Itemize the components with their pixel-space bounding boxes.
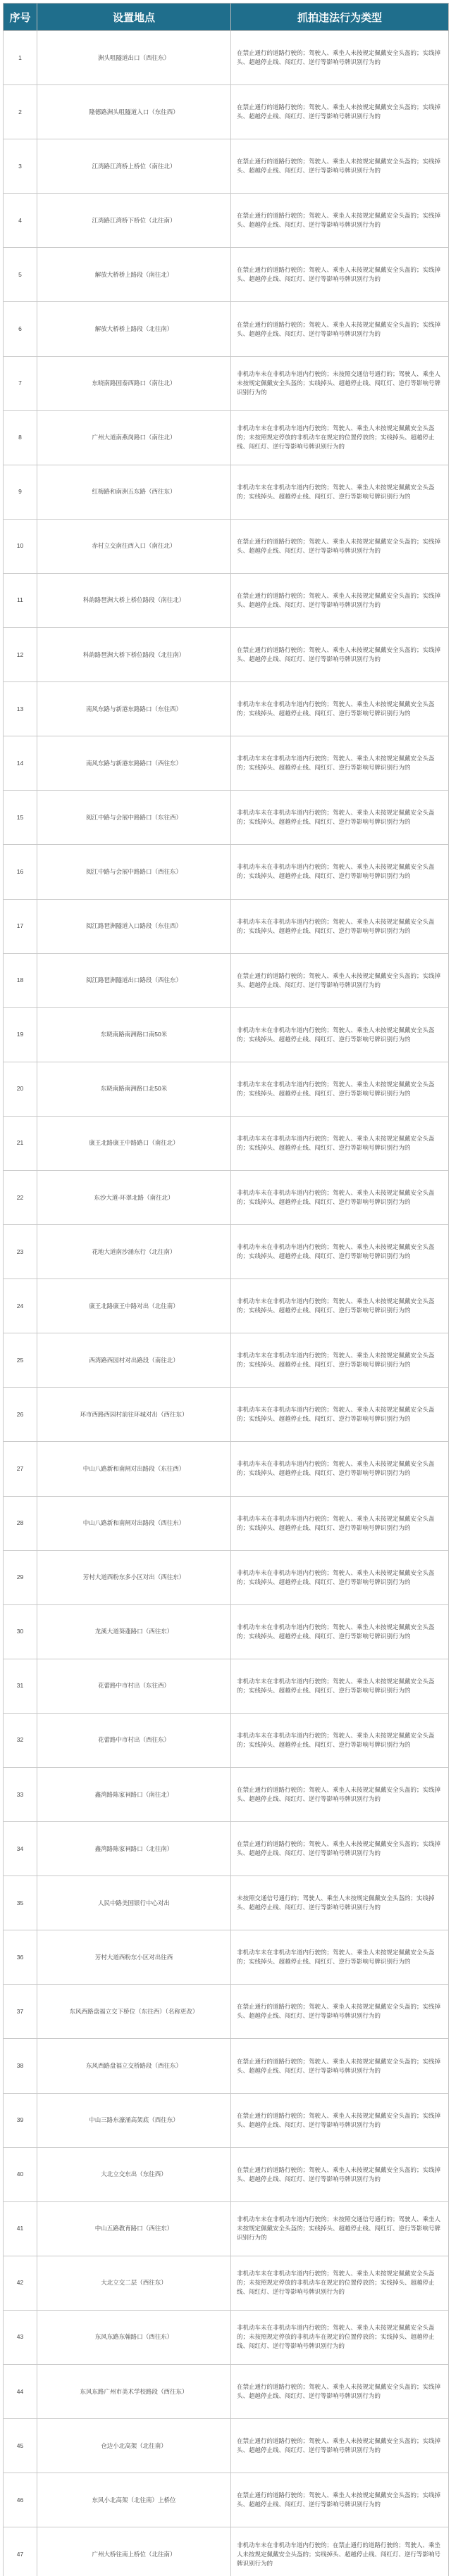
row-violation-type: 在禁止通行的道路行驶的；驾驶人、乘坐人未按规定佩戴安全头盔的；实线掉头、超越停止线、闯红灯、逆行等影响号牌识别行为的 bbox=[231, 573, 449, 627]
row-location: 东沙大道-环翠北路（南往北） bbox=[37, 1170, 231, 1224]
row-location: 阅江中路与会展中路路口（东往西） bbox=[37, 791, 231, 845]
row-location: 南风东路与新港东路路口（东往西） bbox=[37, 682, 231, 736]
table-row bbox=[4, 1876, 449, 1930]
row-violation-type: 非机动车未在非机动车道内行驶的；驾驶人、乘坐人未按规定佩戴安全头盔的；实线掉头、超越停止线、闯红灯、逆行等影响号牌识别行为的 bbox=[231, 465, 449, 519]
row-location: 东晓南路国泰西路口（南往北） bbox=[37, 356, 231, 410]
row-location: 江湾路江湾桥上桥位（南往北） bbox=[37, 139, 231, 194]
row-violation-type: 非机动车未在非机动车道内行驶的；驾驶人、乘坐人未按规定佩戴安全头盔的；实线掉头、超越停止线、闯红灯、逆行等影响号牌识别行为的 bbox=[231, 791, 449, 845]
row-number: 35 bbox=[4, 1876, 37, 1930]
row-violation-type: 非机动车未在非机动车道内行驶的；驾驶人、乘坐人未按规定佩戴安全头盔的；实线掉头、超越停止线、闯红灯、逆行等影响号牌识别行为的 bbox=[231, 1930, 449, 1985]
row-number: 46 bbox=[4, 2473, 37, 2527]
row-number: 1 bbox=[4, 31, 37, 85]
row-location: 环市西路西园村前往环城对出（西往东） bbox=[37, 1388, 231, 1442]
table-row bbox=[4, 845, 449, 899]
row-violation-type: 在禁止通行的道路行驶的；驾驶人、乘坐人未按规定佩戴安全头盔的；实线掉头、超越停止线、闯红灯、逆行等影响号牌识别行为的 bbox=[231, 2039, 449, 2093]
row-number: 44 bbox=[4, 2365, 37, 2419]
table-row bbox=[4, 2256, 449, 2310]
row-violation-type: 非机动车未在非机动车道内行驶的；驾驶人、乘坐人未按规定佩戴安全头盔的；未按照规定停放的非机动车在规定的位置停放的；实线掉头、超越停止线、闯红灯、逆行等影响号牌识别行为的 bbox=[231, 410, 449, 465]
table-row bbox=[4, 1930, 449, 1985]
row-number: 4 bbox=[4, 194, 37, 248]
row-violation-type: 非机动车未在非机动车道内行驶的；驾驶人、乘坐人未按规定佩戴安全头盔的；实线掉头、超越停止线、闯红灯、逆行等影响号牌识别行为的 bbox=[231, 899, 449, 953]
row-number: 39 bbox=[4, 2093, 37, 2147]
row-violation-type: 非机动车未在非机动车道内行驶的；驾驶人、乘坐人未按规定佩戴安全头盔的；实线掉头、超越停止线、闯红灯、逆行等影响号牌识别行为的 bbox=[231, 1007, 449, 1062]
row-violation-type: 非机动车未在非机动车道内行驶的；驾驶人、乘坐人未按规定佩戴安全头盔的；实线掉头、超越停止线、闯红灯、逆行等影响号牌识别行为的 bbox=[231, 1116, 449, 1170]
row-location: 中山八路新和南闸对出路段（东往西） bbox=[37, 1442, 231, 1496]
row-violation-type: 非机动车未在非机动车道内行驶的；驾驶人、乘坐人未按规定佩戴安全头盔的；实线掉头、超越停止线、闯红灯、逆行等影响号牌识别行为的 bbox=[231, 682, 449, 736]
row-violation-type: 在禁止通行的道路行驶的；驾驶人、乘坐人未按规定佩戴安全头盔的；实线掉头、超越停止线、闯红灯、逆行等影响号牌识别行为的 bbox=[231, 31, 449, 85]
row-violation-type: 非机动车未在非机动车道内行驶的；未按照交通信号通行的；驾驶人、乘坐人未按规定佩戴安全头盔的；实线掉头、超越停止线、闯红灯、逆行等影响号牌识别行为的 bbox=[231, 2201, 449, 2256]
row-location: 东风东路东翰路口（西往东） bbox=[37, 2310, 231, 2364]
row-number: 23 bbox=[4, 1225, 37, 1279]
row-location: 解放大桥桥上路段（南往北） bbox=[37, 248, 231, 302]
row-violation-type: 在禁止通行的道路行驶的；驾驶人、乘坐人未按规定佩戴安全头盔的；实线掉头、超越停止线、闯红灯、逆行等影响号牌识别行为的 bbox=[231, 2473, 449, 2527]
row-location: 东风东路广州市美术学校路段（西往东） bbox=[37, 2365, 231, 2419]
row-location: 西湾路西园村对出路段（南往北） bbox=[37, 1333, 231, 1388]
row-location: 解放大桥桥上路段（北往南） bbox=[37, 302, 231, 356]
row-number: 11 bbox=[4, 573, 37, 627]
row-location: 隆德路洲头咀隧道入口（东往西） bbox=[37, 85, 231, 139]
header-location: 设置地点 bbox=[37, 4, 231, 31]
table-row bbox=[4, 682, 449, 736]
row-violation-type: 在禁止通行的道路行驶的；驾驶人、乘坐人未按规定佩戴安全头盔的；实线掉头、超越停止线、闯红灯、逆行等影响号牌识别行为的 bbox=[231, 2147, 449, 2201]
table-row bbox=[4, 1333, 449, 1388]
table-row bbox=[4, 139, 449, 194]
table-header-row bbox=[4, 4, 449, 31]
header-no: 序号 bbox=[4, 4, 37, 31]
row-location: 东晓南路南洲路口南50米 bbox=[37, 1007, 231, 1062]
row-number: 19 bbox=[4, 1007, 37, 1062]
row-number: 36 bbox=[4, 1930, 37, 1985]
table-row bbox=[4, 31, 449, 85]
row-violation-type: 在禁止通行的道路行驶的；驾驶人、乘坐人未按规定佩戴安全头盔的；实线掉头、超越停止线、闯红灯、逆行等影响号牌识别行为的 bbox=[231, 85, 449, 139]
row-number: 21 bbox=[4, 1116, 37, 1170]
table-row bbox=[4, 1822, 449, 1876]
row-location: 阅江路琶洲隧道入口路段（东往西） bbox=[37, 899, 231, 953]
row-location: 广州大道南燕岗路口（南往北） bbox=[37, 410, 231, 465]
table-row bbox=[4, 248, 449, 302]
row-location: 芳村大道西粉东多小区对出（西往东） bbox=[37, 1550, 231, 1604]
row-number: 27 bbox=[4, 1442, 37, 1496]
row-number: 10 bbox=[4, 519, 37, 573]
table-row bbox=[4, 1713, 449, 1767]
row-violation-type: 在禁止通行的道路行驶的；驾驶人、乘坐人未按规定佩戴安全头盔的；实线掉头、超越停止线、闯红灯、逆行等影响号牌识别行为的 bbox=[231, 953, 449, 1007]
row-location: 大北立交二层（西往东） bbox=[37, 2256, 231, 2310]
row-number: 7 bbox=[4, 356, 37, 410]
table-row bbox=[4, 1225, 449, 1279]
table-row bbox=[4, 1116, 449, 1170]
row-number: 3 bbox=[4, 139, 37, 194]
table-row bbox=[4, 2201, 449, 2256]
row-violation-type: 非机动车未在非机动车道内行驶的；驾驶人、乘坐人未按规定佩戴安全头盔的；实线掉头、超越停止线、闯红灯、逆行等影响号牌识别行为的 bbox=[231, 845, 449, 899]
row-location: 洲头咀隧道出口（西往东） bbox=[37, 31, 231, 85]
table-row bbox=[4, 1496, 449, 1550]
row-location: 南风东路与新港东路路口（西往东） bbox=[37, 736, 231, 791]
row-location: 阅江路琶洲隧道出口路段（西往东） bbox=[37, 953, 231, 1007]
table-row bbox=[4, 465, 449, 519]
row-number: 33 bbox=[4, 1768, 37, 1822]
row-violation-type: 在禁止通行的道路行驶的；驾驶人、乘坐人未按规定佩戴安全头盔的；实线掉头、超越停止线、闯红灯、逆行等影响号牌识别行为的 bbox=[231, 302, 449, 356]
row-location: 东风小北高架（北往南）上桥位 bbox=[37, 2473, 231, 2527]
row-violation-type: 非机动车未在非机动车道内行驶的；驾驶人、乘坐人未按规定佩戴安全头盔的；未按照规定停放的非机动车在规定的位置停放的；实线掉头、超越停止线、闯红灯、逆行等影响号牌识别行为的 bbox=[231, 2310, 449, 2364]
row-location: 东风西路盘福立交桥路段（西往东） bbox=[37, 2039, 231, 2093]
row-violation-type: 在禁止通行的道路行驶的；驾驶人、乘坐人未按规定佩戴安全头盔的；实线掉头、超越停止线、闯红灯、逆行等影响号牌识别行为的 bbox=[231, 1985, 449, 2039]
table-row bbox=[4, 2310, 449, 2364]
row-location: 仓边小北高架（北往南） bbox=[37, 2419, 231, 2473]
row-number: 16 bbox=[4, 845, 37, 899]
table-row bbox=[4, 1007, 449, 1062]
row-location: 大北立交东出（东往西） bbox=[37, 2147, 231, 2201]
table-row bbox=[4, 410, 449, 465]
row-number: 20 bbox=[4, 1062, 37, 1116]
row-location: 中山八路新和南闸对出路段（西往东） bbox=[37, 1496, 231, 1550]
row-location: 康王北路康王中路对出（北往南） bbox=[37, 1279, 231, 1333]
row-number: 29 bbox=[4, 1550, 37, 1604]
row-number: 18 bbox=[4, 953, 37, 1007]
row-number: 13 bbox=[4, 682, 37, 736]
table-row bbox=[4, 953, 449, 1007]
table-row bbox=[4, 573, 449, 627]
row-location: 广州大桥往南上桥位（北往南） bbox=[37, 2527, 231, 2576]
row-violation-type: 非机动车未在非机动车道内行驶的；驾驶人、乘坐人未按规定佩戴安全头盔的；未按照规定停放的非机动车在规定的位置停放的；实线掉头、超越停止线、闯红灯、逆行等影响号牌识别行为的 bbox=[231, 2256, 449, 2310]
row-location: 花蕾路中市村出（东往西） bbox=[37, 1659, 231, 1713]
row-number: 24 bbox=[4, 1279, 37, 1333]
row-violation-type: 非机动车未在非机动车道内行驶的；驾驶人、乘坐人未按规定佩戴安全头盔的；实线掉头、超越停止线、闯红灯、逆行等影响号牌识别行为的 bbox=[231, 1713, 449, 1767]
row-number: 32 bbox=[4, 1713, 37, 1767]
table-row bbox=[4, 2365, 449, 2419]
table-row bbox=[4, 1279, 449, 1333]
row-violation-type: 非机动车未在非机动车道内行驶的；驾驶人、乘坐人未按规定佩戴安全头盔的；实线掉头、超越停止线、闯红灯、逆行等影响号牌识别行为的 bbox=[231, 1496, 449, 1550]
row-violation-type: 非机动车未在非机动车道内行驶的；驾驶人、乘坐人未按规定佩戴安全头盔的；实线掉头、超越停止线、闯红灯、逆行等影响号牌识别行为的 bbox=[231, 1604, 449, 1659]
row-location: 东晓南路南洲路口北50米 bbox=[37, 1062, 231, 1116]
row-location: 人民中路美国银行中心对出 bbox=[37, 1876, 231, 1930]
row-number: 45 bbox=[4, 2419, 37, 2473]
row-location: 中山三路东濠涌高架底（西往东） bbox=[37, 2093, 231, 2147]
row-violation-type: 在禁止通行的道路行驶的；驾驶人、乘坐人未按规定佩戴安全头盔的；实线掉头、超越停止线、闯红灯、逆行等影响号牌识别行为的 bbox=[231, 248, 449, 302]
row-location: 东风西路盘福立交下桥位（东往西）（名称更改） bbox=[37, 1985, 231, 2039]
table-row bbox=[4, 628, 449, 682]
row-number: 41 bbox=[4, 2201, 37, 2256]
table-row bbox=[4, 1550, 449, 1604]
row-number: 6 bbox=[4, 302, 37, 356]
row-violation-type: 非机动车未在非机动车道内行驶的；驾驶人、乘坐人未按规定佩戴安全头盔的；实线掉头、超越停止线、闯红灯、逆行等影响号牌识别行为的 bbox=[231, 1170, 449, 1224]
row-violation-type: 非机动车未在非机动车道内行驶的；驾驶人、乘坐人未按规定佩戴安全头盔的；实线掉头、超越停止线、闯红灯、逆行等影响号牌识别行为的 bbox=[231, 1333, 449, 1388]
row-location: 龙溪大道葵蓬路口（西往东） bbox=[37, 1604, 231, 1659]
row-violation-type: 在禁止通行的道路行驶的；驾驶人、乘坐人未按规定佩戴安全头盔的；实线掉头、超越停止线、闯红灯、逆行等影响号牌识别行为的 bbox=[231, 519, 449, 573]
row-number: 15 bbox=[4, 791, 37, 845]
row-violation-type: 在禁止通行的道路行驶的；驾驶人、乘坐人未按规定佩戴安全头盔的；实线掉头、超越停止线、闯红灯、逆行等影响号牌识别行为的 bbox=[231, 1768, 449, 1822]
row-number: 42 bbox=[4, 2256, 37, 2310]
row-number: 37 bbox=[4, 1985, 37, 2039]
row-number: 2 bbox=[4, 85, 37, 139]
row-location: 鑫湾路陈家祠路口（南往北） bbox=[37, 1768, 231, 1822]
table-row bbox=[4, 2527, 449, 2576]
table-row bbox=[4, 1388, 449, 1442]
row-violation-type: 非机动车未在非机动车道内行驶的；驾驶人、乘坐人未按规定佩戴安全头盔的；实线掉头、超越停止线、闯红灯、逆行等影响号牌识别行为的 bbox=[231, 1062, 449, 1116]
row-violation-type: 在禁止通行的道路行驶的；驾驶人、乘坐人未按规定佩戴安全头盔的；实线掉头、超越停止线、闯红灯、逆行等影响号牌识别行为的 bbox=[231, 2365, 449, 2419]
row-location: 科韵路琶洲大桥下桥位路段（北往南） bbox=[37, 628, 231, 682]
table-row bbox=[4, 1442, 449, 1496]
row-location: 康王北路康王中路路口（南往北） bbox=[37, 1116, 231, 1170]
row-location: 花地大道南沙涌东行（北往南） bbox=[37, 1225, 231, 1279]
row-violation-type: 在禁止通行的道路行驶的；驾驶人、乘坐人未按规定佩戴安全头盔的；实线掉头、超越停止线、闯红灯、逆行等影响号牌识别行为的 bbox=[231, 1822, 449, 1876]
camera-location-table bbox=[3, 3, 449, 2576]
table-row bbox=[4, 2039, 449, 2093]
row-violation-type: 非机动车未在非机动车道内行驶的；在禁止通行的道路行驶的；驾驶人、乘坐人未按规定佩戴安全头盔的；实线掉头、超越停止线、闯红灯、逆行等影响号牌识别行为的 bbox=[231, 2527, 449, 2576]
row-violation-type: 非机动车未在非机动车道内行驶的；驾驶人、乘坐人未按规定佩戴安全头盔的；实线掉头、超越停止线、闯红灯、逆行等影响号牌识别行为的 bbox=[231, 1279, 449, 1333]
header-violation-type: 抓拍违法行为类型 bbox=[231, 4, 449, 31]
row-violation-type: 非机动车未在非机动车道内行驶的；驾驶人、乘坐人未按规定佩戴安全头盔的；实线掉头、超越停止线、闯红灯、逆行等影响号牌识别行为的 bbox=[231, 1442, 449, 1496]
table-row bbox=[4, 791, 449, 845]
table-row bbox=[4, 2419, 449, 2473]
table-row bbox=[4, 1768, 449, 1822]
row-violation-type: 非机动车未在非机动车道内行驶的；驾驶人、乘坐人未按规定佩戴安全头盔的；实线掉头、超越停止线、闯红灯、逆行等影响号牌识别行为的 bbox=[231, 736, 449, 791]
row-location: 阅江中路与会展中路路口（西往东） bbox=[37, 845, 231, 899]
table-row bbox=[4, 194, 449, 248]
table-row bbox=[4, 85, 449, 139]
table-row bbox=[4, 356, 449, 410]
row-violation-type: 非机动车未在非机动车道内行驶的；驾驶人、乘坐人未按规定佩戴安全头盔的；实线掉头、超越停止线、闯红灯、逆行等影响号牌识别行为的 bbox=[231, 1388, 449, 1442]
table-row bbox=[4, 1985, 449, 2039]
row-violation-type: 非机动车未在非机动车道内行驶的；驾驶人、乘坐人未按规定佩戴安全头盔的；实线掉头、超越停止线、闯红灯、逆行等影响号牌识别行为的 bbox=[231, 1550, 449, 1604]
row-violation-type: 非机动车未在非机动车道内行驶的；未按照交通信号通行的；驾驶人、乘坐人未按规定佩戴安全头盔的；实线掉头、超越停止线、闯红灯、逆行等影响号牌识别行为的 bbox=[231, 356, 449, 410]
row-violation-type: 在禁止通行的道路行驶的；驾驶人、乘坐人未按规定佩戴安全头盔的；实线掉头、超越停止线、闯红灯、逆行等影响号牌识别行为的 bbox=[231, 194, 449, 248]
row-number: 9 bbox=[4, 465, 37, 519]
row-number: 31 bbox=[4, 1659, 37, 1713]
row-number: 26 bbox=[4, 1388, 37, 1442]
row-violation-type: 非机动车未在非机动车道内行驶的；驾驶人、乘坐人未按规定佩戴安全头盔的；实线掉头、超越停止线、闯红灯、逆行等影响号牌识别行为的 bbox=[231, 1659, 449, 1713]
table-row bbox=[4, 1170, 449, 1224]
row-number: 12 bbox=[4, 628, 37, 682]
table-row bbox=[4, 1062, 449, 1116]
row-location: 江湾路江湾桥下桥位（北往南） bbox=[37, 194, 231, 248]
row-number: 28 bbox=[4, 1496, 37, 1550]
table-row bbox=[4, 1604, 449, 1659]
table-body bbox=[4, 31, 449, 2576]
row-number: 22 bbox=[4, 1170, 37, 1224]
row-violation-type: 非机动车未在非机动车道内行驶的；驾驶人、乘坐人未按规定佩戴安全头盔的；实线掉头、超越停止线、闯红灯、逆行等影响号牌识别行为的 bbox=[231, 1225, 449, 1279]
row-number: 38 bbox=[4, 2039, 37, 2093]
row-violation-type: 在禁止通行的道路行驶的；驾驶人、乘坐人未按规定佩戴安全头盔的；实线掉头、超越停止线、闯红灯、逆行等影响号牌识别行为的 bbox=[231, 2419, 449, 2473]
table-row bbox=[4, 899, 449, 953]
row-number: 43 bbox=[4, 2310, 37, 2364]
row-number: 5 bbox=[4, 248, 37, 302]
row-number: 47 bbox=[4, 2527, 37, 2576]
row-number: 40 bbox=[4, 2147, 37, 2201]
row-violation-type: 在禁止通行的道路行驶的；驾驶人、乘坐人未按规定佩戴安全头盔的；实线掉头、超越停止线、闯红灯、逆行等影响号牌识别行为的 bbox=[231, 628, 449, 682]
row-number: 14 bbox=[4, 736, 37, 791]
table-row bbox=[4, 736, 449, 791]
row-number: 17 bbox=[4, 899, 37, 953]
row-violation-type: 在禁止通行的道路行驶的；驾驶人、乘坐人未按规定佩戴安全头盔的；实线掉头、超越停止线、闯红灯、逆行等影响号牌识别行为的 bbox=[231, 139, 449, 194]
row-location: 科韵路琶洲大桥上桥位路段（南往北） bbox=[37, 573, 231, 627]
table-row bbox=[4, 2147, 449, 2201]
row-location: 花蕾路中市村出（西往东） bbox=[37, 1713, 231, 1767]
row-number: 25 bbox=[4, 1333, 37, 1388]
table-row bbox=[4, 2473, 449, 2527]
row-violation-type: 未按照交通信号通行的；驾驶人、乘坐人未按规定佩戴安全头盔的；实线掉头、超越停止线、闯红灯、逆行等影响号牌识别行为的 bbox=[231, 1876, 449, 1930]
row-location: 鑫湾路陈家祠路口（北往南） bbox=[37, 1822, 231, 1876]
row-number: 34 bbox=[4, 1822, 37, 1876]
row-location: 芳村大道西粉东小区对出往西 bbox=[37, 1930, 231, 1985]
row-location: 中山五路教育路口（西往东） bbox=[37, 2201, 231, 2256]
row-location: 红梅路和南洲五东路（西往东） bbox=[37, 465, 231, 519]
table-row bbox=[4, 302, 449, 356]
row-violation-type: 在禁止通行的道路行驶的；驾驶人、乘坐人未按规定佩戴安全头盔的；实线掉头、超越停止线、闯红灯、逆行等影响号牌识别行为的 bbox=[231, 2093, 449, 2147]
row-location: 赤村立交南往西入口（南往北） bbox=[37, 519, 231, 573]
row-number: 8 bbox=[4, 410, 37, 465]
table-row bbox=[4, 1659, 449, 1713]
table-row bbox=[4, 2093, 449, 2147]
row-number: 30 bbox=[4, 1604, 37, 1659]
table-row bbox=[4, 519, 449, 573]
